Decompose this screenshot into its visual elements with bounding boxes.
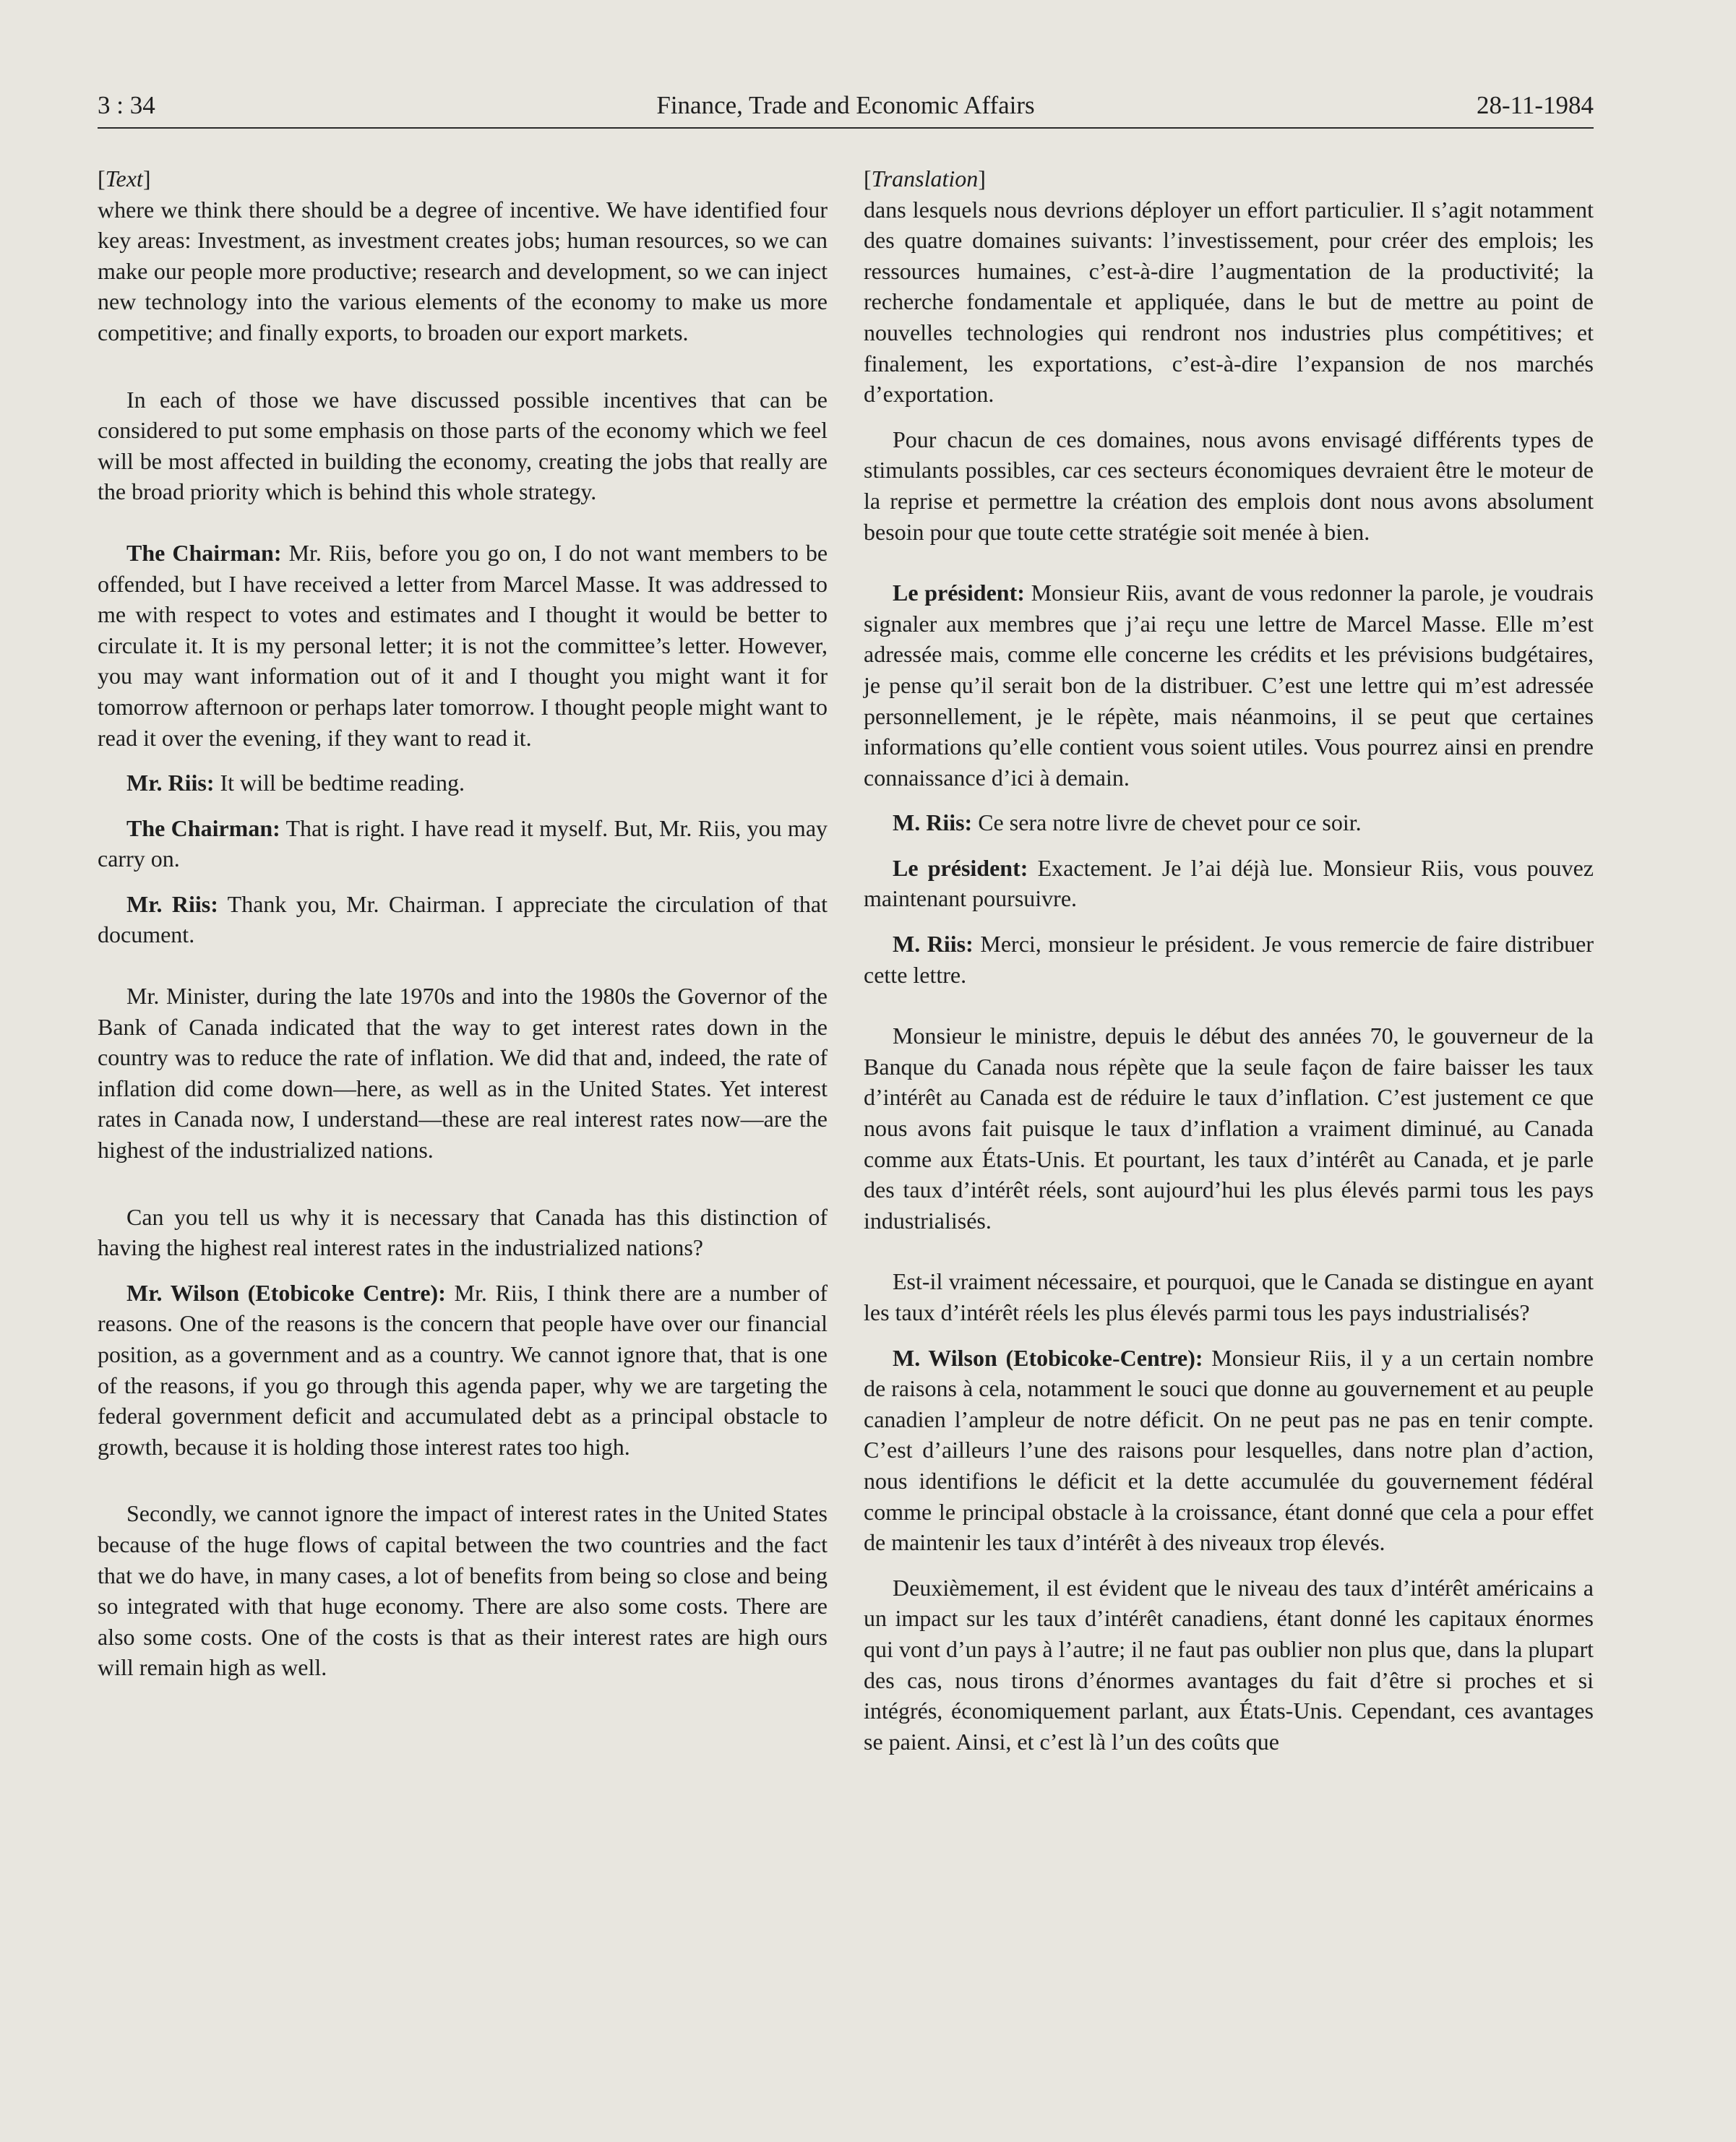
paragraph: Can you tell us why it is necessary that Canada has this distinction of having the highest real interest rates in the industrialized nations? xyxy=(98,1203,828,1261)
english-column xyxy=(98,163,828,1683)
paragraph: where we think there should be a degree of incentive. We have identified four key areas: Investment, as investment creates jobs; human resources, so we can make our people more productive; research and development, so we can inject new technology into the various elements of the economy to make us more competitive; and finally exports, to broaden our export markets. xyxy=(98,196,828,345)
speaker-paragraph: Le président: Exactement. Je l’ai déjà lue. Monsieur Riis, vous pouvez maintenant poursuivre. xyxy=(864,854,1594,912)
paragraph: Monsieur le ministre, depuis le début des années 70, le gouverneur de la Banque du Canada nous répète que la seule façon de faire baisser les taux d’intérêt au Canada est de réduire le taux d’inflation. C’est justement ce que nous avons fait puisque le taux d’inflation a vraiment diminué, au Canada comme aux États-Unis. Et pourtant, les taux d’intérêt au Canada, et je parle des taux d’intérêt réels, sont aujourd’hui les plus élevés parmi tous les pays industrialisés. xyxy=(864,1023,1594,1234)
speaker-paragraph: The Chairman: Mr. Riis, before you go on, I do not want members to be offended, but I have received a letter from Marcel Masse. It was addressed to me with respect to votes and estimates and I thought it would be better to circulate it. It is my personal letter; it is not the committee’s letter. However, you may want information out of it and I thought you might want it for tomorrow afternoon or perhaps later tomorrow. I thought people might want to read it over the evening, if they want to read it. xyxy=(98,539,828,751)
paragraph: Est-il vraiment nécessaire, et pourquoi, que le Canada se distingue en ayant les taux d’intérêt réels les plus élevés parmi tous les pays industrialisés? xyxy=(864,1268,1594,1325)
speaker-name: M. Wilson (Etobicoke-Centre): xyxy=(893,1344,1203,1371)
speaker-paragraph: Mr. Riis: It will be bedtime reading. xyxy=(126,770,465,796)
speaker-paragraph: The Chairman: That is right. I have read it myself. But, Mr. Riis, you may carry on. xyxy=(98,814,828,872)
publication-title: Finance, Trade and Economic Affairs xyxy=(656,91,1035,119)
speaker-name: M. Riis: xyxy=(893,809,973,836)
paragraph: Deuxièmement, il est évident que le niveau des taux d’intérêt américains a un impact sur les taux d’intérêt canadiens, étant donné les capitaux énormes qui vont d’un pays à l’autre; il ne faut pas oublier non plus que, dans la plupart des cas, nous tirons d’énormes avantages du fait d’être si proches et si intégrés, économiquement parlant, aux États-Unis. Cependant, ces avantages se paient. Ainsi, et c’est là l’un des coûts que xyxy=(864,1574,1594,1755)
speaker-name: M. Riis: xyxy=(893,931,974,958)
french-column xyxy=(864,163,1594,1757)
running-header xyxy=(98,87,1594,129)
speaker-name: Mr. Wilson (Etobicoke Centre): xyxy=(126,1279,446,1306)
speaker-name: Mr. Riis: xyxy=(126,890,218,917)
speaker-paragraph: Le président: Monsieur Riis, avant de vous redonner la parole, je voudrais signaler aux membres que j’ai reçu une lettre de Marcel Masse. Elle m’est adressée mais, comme elle concerne les crédits et les prévisions budgétaires, je pense qu’il serait bon de la distribuer. C’est une lettre qui m’est adressée personnellement, je le répète, mais néanmoins, il se peut que certaines informations qu’elle contient vous soient utiles. Vous pourrez ainsi en prendre connaissance d’ici à demain. xyxy=(864,580,1594,791)
speaker-paragraph: M. Wilson (Etobicoke-Centre): Monsieur Riis, il y a un certain nombre de raisons à cela, notamment le souci que donne au gouvernement et au peuple canadien l’ampleur de notre déficit. On ne peut pas ne pas en tenir compte. C’est d’ailleurs l’une des raisons pour lesquelles, dans notre plan d’action, nous identifions le déficit et la dette accumulée du gouvernement fédéral comme le principal obstacle à la croissance, étant donné que cela a pour effet de maintenir les taux d’intérêt à des niveaux trop élevés. xyxy=(864,1344,1594,1556)
language-tag: [Text] xyxy=(98,165,151,192)
publication-date: 28-11-1984 xyxy=(1476,91,1594,119)
paragraph: dans lesquels nous devrions déployer un effort particulier. Il s’agit notamment des quatre domaines suivants: l’investissement, pour créer des emplois; les ressources humaines, c’est-à-dire l’augmentation de la productivité; la recherche fondamentale et appliquée, dans le but de mettre au point de nouvelles technologies qui rendront nos industries plus compétitives; et finalement, les exportations, c’est-à-dire l’expansion de nos marchés d’exportation. xyxy=(864,196,1594,408)
speaker-paragraph: Mr. Riis: Thank you, Mr. Chairman. I appreciate the circulation of that document. xyxy=(98,890,828,948)
speaker-name: The Chairman: xyxy=(126,814,280,841)
speaker-name: The Chairman: xyxy=(126,539,282,566)
language-tag: [Translation] xyxy=(864,165,986,192)
paragraph: Secondly, we cannot ignore the impact of interest rates in the United States because of the huge flows of capital between the two countries and the fact that we do have, in many cases, a lot of benefits from being so close and being so integrated with that huge economy. There are also some costs. There are also some costs. One of the costs is that as their interest rates are high ours will remain high as well. xyxy=(98,1500,828,1681)
speaker-name: Le président: xyxy=(893,854,1028,881)
paragraph: In each of those we have discussed possible incentives that can be considered to put some emphasis on those parts of the economy which we feel will be most affected in building the economy, creating the jobs that really are the broad priority which is behind this whole strategy. xyxy=(98,386,828,505)
speaker-paragraph: Mr. Wilson (Etobicoke Centre): Mr. Riis, I think there are a number of reasons. One of the reasons is the concern that people have over our financial position, as a government and as a country. We cannot ignore that, that is one of the reasons, if you go through this agenda paper, why we are targeting the federal government deficit and accumulated debt as a principal obstacle to growth, because it is holding those interest rates too high. xyxy=(98,1279,828,1460)
speaker-name: Le président: xyxy=(893,580,1025,606)
page-number: 3 : 34 xyxy=(98,91,155,119)
speaker-paragraph: M. Riis: Merci, monsieur le président. Je vous remercie de faire distribuer cette lettre. xyxy=(864,931,1594,988)
speaker-name: Mr. Riis: xyxy=(126,770,215,796)
paragraph: Mr. Minister, during the late 1970s and into the 1980s the Governor of the Bank of Canada indicated that the way to get interest rates down in the country was to reduce the rate of inflation. We did that and, indeed, the rate of inflation did come down—here, as well as in the United States. Yet interest rates in Canada now, I understand—these are real interest rates now—are the highest of the industrialized nations. xyxy=(98,983,828,1164)
speaker-paragraph: M. Riis: Ce sera notre livre de chevet pour ce soir. xyxy=(893,809,1362,836)
paragraph: Pour chacun de ces domaines, nous avons envisagé différents types de stimulants possibles, car ces secteurs économiques devraient être le moteur de la reprise et permettre la création des emplois dont nous avons absolument besoin pour que toute cette stratégie soit menée à bien. xyxy=(864,426,1594,545)
